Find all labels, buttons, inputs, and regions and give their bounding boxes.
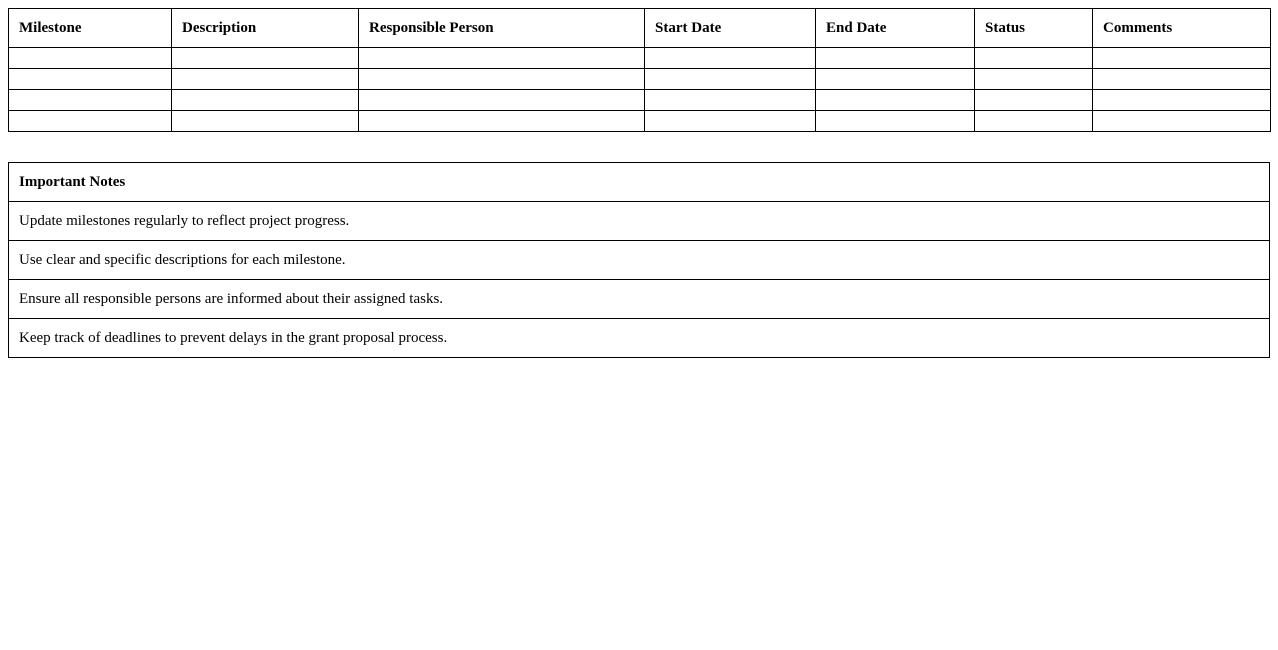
table-cell — [975, 90, 1093, 111]
table-cell — [359, 48, 645, 69]
table-cell — [172, 90, 359, 111]
table-cell — [975, 48, 1093, 69]
table-cell — [1093, 48, 1271, 69]
table-cell — [9, 111, 172, 132]
table-cell — [645, 90, 816, 111]
table-cell — [975, 111, 1093, 132]
table-cell — [9, 48, 172, 69]
column-header-end-date: End Date — [816, 9, 975, 48]
table-row — [9, 111, 1271, 132]
table-cell — [645, 111, 816, 132]
note-text: Ensure all responsible persons are informed about their assigned tasks. — [9, 280, 1270, 319]
table-cell — [1093, 111, 1271, 132]
table-cell — [359, 111, 645, 132]
table-cell — [172, 69, 359, 90]
notes-title: Important Notes — [9, 163, 1270, 202]
table-cell — [816, 69, 975, 90]
table-cell — [359, 90, 645, 111]
column-header-responsible-person: Responsible Person — [359, 9, 645, 48]
table-cell — [359, 69, 645, 90]
table-row — [9, 69, 1271, 90]
table-cell — [975, 69, 1093, 90]
note-text: Update milestones regularly to reflect project progress. — [9, 202, 1270, 241]
table-row — [9, 48, 1271, 69]
table-cell — [816, 111, 975, 132]
important-notes-table — [8, 162, 1270, 358]
milestones-table — [8, 8, 1271, 132]
list-item — [9, 319, 1270, 358]
table-cell — [645, 48, 816, 69]
table-row — [9, 90, 1271, 111]
table-cell — [172, 48, 359, 69]
list-item — [9, 202, 1270, 241]
table-cell — [816, 90, 975, 111]
list-item — [9, 241, 1270, 280]
table-cell — [172, 111, 359, 132]
table-cell — [9, 69, 172, 90]
list-item — [9, 280, 1270, 319]
column-header-milestone: Milestone — [9, 9, 172, 48]
note-text: Keep track of deadlines to prevent delays in the grant proposal process. — [9, 319, 1270, 358]
table-header-row — [9, 9, 1271, 48]
column-header-comments: Comments — [1093, 9, 1271, 48]
note-text: Use clear and specific descriptions for each milestone. — [9, 241, 1270, 280]
column-header-status: Status — [975, 9, 1093, 48]
table-cell — [645, 69, 816, 90]
table-cell — [816, 48, 975, 69]
table-cell — [1093, 69, 1271, 90]
column-header-start-date: Start Date — [645, 9, 816, 48]
notes-header-row — [9, 163, 1270, 202]
table-cell — [1093, 90, 1271, 111]
table-cell — [9, 90, 172, 111]
column-header-description: Description — [172, 9, 359, 48]
